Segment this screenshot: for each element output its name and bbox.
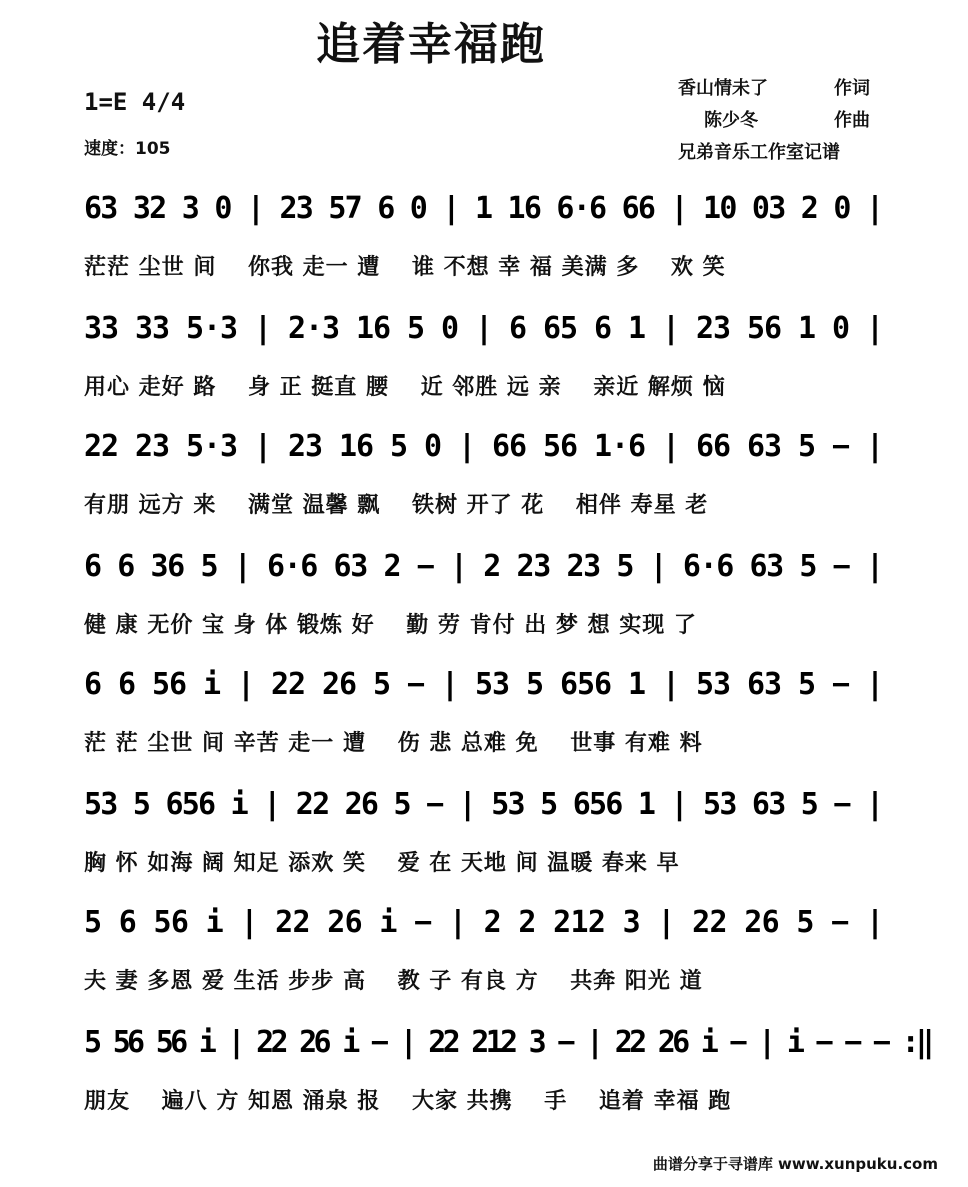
notation-text: 33 33 5·3 | 2·3 16 5 0 | 6 65 6 1 | 23 56 1 0 | xyxy=(84,311,884,346)
notation-row-svg xyxy=(84,180,884,236)
notation-row-svg xyxy=(84,1014,934,1070)
lyric-line: 茫茫 尘世 间 你我 走一 遭 谁 不想 幸 福 美满 多 欢 笑 xyxy=(84,255,726,280)
notation-text: 63 32 3 0 | 23 57 6 0 | 1 16 6·6 66 | 10 03 2 0 | xyxy=(84,191,884,226)
lyric-line: 茫 茫 尘世 间 辛苦 走一 遭 伤 悲 总难 免 世事 有难 料 xyxy=(84,731,703,756)
notation-row-svg xyxy=(84,418,884,474)
notation-row-svg xyxy=(84,776,884,832)
lyricist-role: 作词 xyxy=(834,78,870,99)
notation-row xyxy=(84,894,884,950)
notation-text: 5 6 56 i | 22 26 i − | 2 2 212 3 | 22 26 5 − | xyxy=(84,905,884,940)
notation-row xyxy=(84,656,884,712)
lyric-line: 健 康 无价 宝 身 体 锻炼 好 勤 劳 肯付 出 梦 想 实现 了 xyxy=(84,613,697,638)
notation-text: 5 56 56 i | 22 26 i − | 22 212 3 − | 22 26 i − | i − − − :‖ xyxy=(84,1025,934,1060)
notation-row-svg xyxy=(84,538,884,594)
lyric-line: 朋友 遍八 方 知恩 涌泉 报 大家 共携 手 追着 幸福 跑 xyxy=(84,1089,732,1114)
lyricist-name: 香山情未了 xyxy=(678,78,768,99)
notation-text: 53 5 656 i | 22 26 5 − | 53 5 656 1 | 53 63 5 − | xyxy=(84,787,884,822)
lyric-line: 胸 怀 如海 阔 知足 添欢 笑 爱 在 天地 间 温暖 春来 早 xyxy=(84,851,680,876)
key-signature: 1=E 4/4 xyxy=(84,88,186,116)
notation-text: 22 23 5·3 | 23 16 5 0 | 66 56 1·6 | 66 63 5 − | xyxy=(84,429,884,464)
notation-row xyxy=(84,180,884,236)
notation-text: 6 6 56 i | 22 26 5 − | 53 5 656 1 | 53 63 5 − | xyxy=(84,667,884,702)
composer-name: 陈少冬 xyxy=(704,110,758,131)
notation-row xyxy=(84,418,884,474)
lyric-line: 夫 妻 多恩 爱 生活 步步 高 教 子 有良 方 共奔 阳光 道 xyxy=(84,969,703,994)
notation-row-svg xyxy=(84,656,884,712)
notation-row xyxy=(84,776,884,832)
footer-source-text: 曲谱分享于寻谱库 www.xunpuku.com xyxy=(652,1155,938,1173)
notation-row xyxy=(84,538,884,594)
song-title: 追着幸福跑 xyxy=(316,19,546,70)
composer-role: 作曲 xyxy=(834,110,870,131)
tempo-marking: 速度：105 xyxy=(84,139,171,159)
transcriber-credit: 兄弟音乐工作室记谱 xyxy=(678,142,840,163)
notation-row-svg xyxy=(84,300,884,356)
notation-row xyxy=(84,1014,934,1070)
notation-text: 6 6 36 5 | 6·6 63 2 − | 2 23 23 5 | 6·6 63 5 − | xyxy=(84,549,884,584)
notation-row-svg xyxy=(84,894,884,950)
lyric-line: 用心 走好 路 身 正 挺直 腰 近 邻胜 远 亲 亲近 解烦 恼 xyxy=(84,375,726,400)
notation-row xyxy=(84,300,884,356)
lyric-line: 有朋 远方 来 满堂 温馨 飘 铁树 开了 花 相伴 寿星 老 xyxy=(84,493,709,518)
